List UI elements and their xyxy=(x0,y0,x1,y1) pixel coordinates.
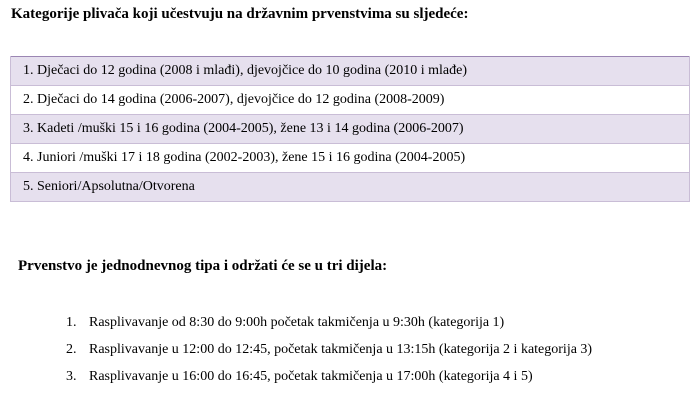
list-item xyxy=(60,336,612,363)
table-row xyxy=(11,86,690,115)
table-row xyxy=(11,173,690,202)
table-row xyxy=(11,57,690,86)
category-cell: 3. Kadeti /muški 15 i 16 godina (2004-2005), žene 13 i 14 godina (2006-2007) xyxy=(11,115,690,144)
list-item-text: Rasplivavanje od 8:30 do 9:00h početak takmičenja u 9:30h (kategorija 1) xyxy=(89,315,505,330)
list-item-number: 3. xyxy=(66,369,77,384)
list-item-text: Rasplivavanje u 16:00 do 16:45, početak takmičenja u 17:00h (kategorija 4 i 5) xyxy=(89,369,533,384)
categories-table xyxy=(10,56,690,202)
list-item-text: Rasplivavanje u 12:00 do 12:45, početak takmičenja u 13:15h (kategorija 2 i kategorija 3) xyxy=(89,342,593,357)
list-item-number: 2. xyxy=(66,342,77,357)
schedule-heading: Prvenstvo je jednodnevnog tipa i održati će se u tri dijela: xyxy=(18,258,388,274)
table-row xyxy=(11,144,690,173)
list-item-number: 1. xyxy=(66,315,77,330)
list-item xyxy=(60,309,612,336)
categories-heading: Kategorije plivača koji učestvuju na državnim prvenstvima su sljedeće: xyxy=(11,6,469,22)
table-row xyxy=(11,115,690,144)
list-item xyxy=(60,363,612,390)
session-list xyxy=(60,309,612,390)
category-cell: 2. Dječaci do 14 godina (2006-2007), djevojčice do 12 godina (2008-2009) xyxy=(11,86,690,115)
category-cell: 4. Juniori /muški 17 i 18 godina (2002-2003), žene 15 i 16 godina (2004-2005) xyxy=(11,144,690,173)
category-cell: 5. Seniori/Apsolutna/Otvorena xyxy=(11,173,690,202)
category-cell: 1. Dječaci do 12 godina (2008 i mlađi), djevojčice do 10 godina (2010 i mlađe) xyxy=(11,57,690,86)
